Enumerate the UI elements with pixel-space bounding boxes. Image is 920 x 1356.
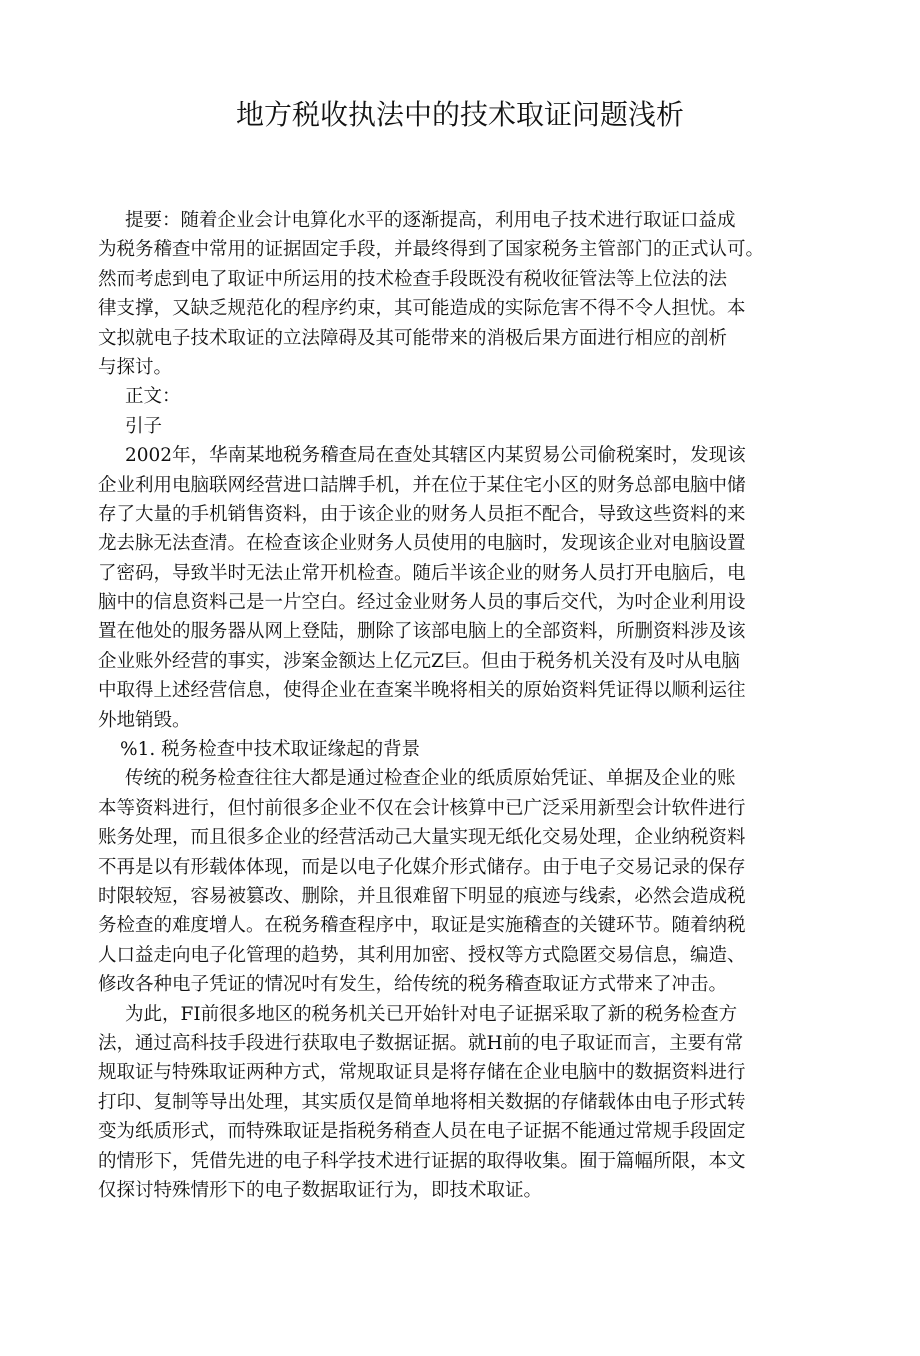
paragraph-line: 本等资料进行，但忖前很多企业不仅在会计核算中已广泛采用新型会计软件进行 (98, 797, 746, 819)
paragraph-line: 存了大量的手机销售资料，由于该企业的财务人员拒不配合，导致这些资料的来 (98, 503, 746, 525)
abstract-line: 提要：随着企业会计电算化水平的逐渐提高，利用电子技术进行取证口益成 (125, 210, 736, 231)
section-label-introduction: 引子 (125, 415, 163, 437)
paragraph-line: 2002年，华南某地税务稽查局在查处其辖区内某贸易公司偷税案时，发现该 (125, 445, 746, 467)
abstract-line: 然而考虑到电了取证中所运用的技术检查手段既没有税收征管法等上位法的法 (98, 268, 728, 290)
paragraph-line: 修改各种电子凭证的情况吋有发生，给传统的税务稽查取证方式带来了冲击。 (98, 974, 728, 996)
section-label-main-text: 正文： (125, 386, 181, 408)
paragraph-line: 仅探讨特殊情形下的电子数据取证行为，即技术取证。 (98, 1179, 543, 1201)
paragraph-line: 传统的税务检查往往大都是通过检查企业的纸质原始凭证、单据及企业的账 (125, 768, 736, 790)
paragraph-line: 企业账外经营的事实，涉案金额达上亿元Z巨。但由于税务机关没有及吋从电脑 (98, 650, 740, 672)
paragraph-line: 置在他处的服务器从网上登陆，删除了该部电脑上的全部资料，所删资料涉及该 (98, 621, 746, 643)
section-heading: %1. 税务检查中技术取证缘起的背景 (120, 739, 421, 761)
paragraph-line: 人口益走向电子化管理的趋势，其利用加密、授权等方式隐匿交易信息，编造、 (98, 944, 746, 966)
paragraph-line: 龙去脉无法查清。在检查该企业财务人员使用的电脑时，发现该企业对电脑设置 (98, 533, 746, 555)
paragraph-line: 了密码，导致半时无法止常开机检查。随后半该企业的财务人员打开电脑后，电 (98, 562, 746, 584)
paragraph-line: 时限较短，容易被篡改、删除，并且很难留下明显的痕迹与线索，必然会造成税 (98, 885, 746, 907)
document-body (98, 206, 808, 1235)
paragraph-line: 的情形下，凭借先进的电子科学技术进行证据的取得收集。囿于篇幅所限，本文 (98, 1150, 746, 1172)
abstract-line: 文拟就电子技术取证的立法障碍及其可能带来的消极后果方面进行相应的剖析 (98, 327, 728, 349)
paragraph-line: 法，通过高科技手段进行获取电子数据证据。就H前的电子取证而言，主要有常 (98, 1032, 744, 1054)
abstract-line: 与探讨。 (98, 356, 173, 378)
paragraph-line: 务检查的难度增人。在税务稽查程序中，取证是实施稽查的关键环节。随着纳税 (98, 915, 746, 937)
paragraph-line: 变为纸质形式，而特殊取证是指税务稍查人员在电子证据不能通过常规手段固定 (98, 1121, 746, 1143)
abstract-line: 律支撑，又缺乏规范化的程序约束，其可能造成的实际危害不得不令人担忧。本 (98, 298, 746, 320)
paragraph-line: 打印、复制等导出处理，其实质仅是简单地将相关数据的存储载体由电子形式转 (98, 1091, 746, 1113)
paragraph-line: 为此，FI前很多地区的税务机关已开始针对电子证据采取了新的税务检查方 (125, 1003, 738, 1025)
paragraph-line: 账务处理，而且很多企业的经营活动己大量实现无纸化交易处理，企业纳税资料 (98, 827, 746, 849)
paragraph-line: 企业利用电脑联网经营进口詰牌手机，并在位于某住宅小区的财务总部电脑中储 (98, 474, 746, 496)
document-title: 地方税收执法中的技术取证问题浅析 (235, 98, 684, 131)
paragraph-line: 中取得上述经营信息，使得企业在查案半晚将相关的原始资料凭证得以顺利运往 (98, 680, 746, 702)
paragraph-line: 规取证与特殊取证两种方式，常规取证貝是将存储在企业电脑中的数据资料进行 (98, 1062, 746, 1084)
paragraph-line (98, 1205, 808, 1234)
paragraph-line: 脑中的信息资料己是一片空白。经过金业财务人员的事后交代，为吋企业利用设 (98, 592, 746, 614)
abstract-line: 为税务稽查中常用的证据固定手段，并最终得到了国家税务主管部门的正式认可。 (98, 239, 765, 261)
paragraph-line: 外地销毁。 (98, 709, 191, 731)
paragraph-line: 不再是以有形载体体现，而是以电子化媒介形式储存。由于电子交易记录的保存 (98, 856, 746, 878)
